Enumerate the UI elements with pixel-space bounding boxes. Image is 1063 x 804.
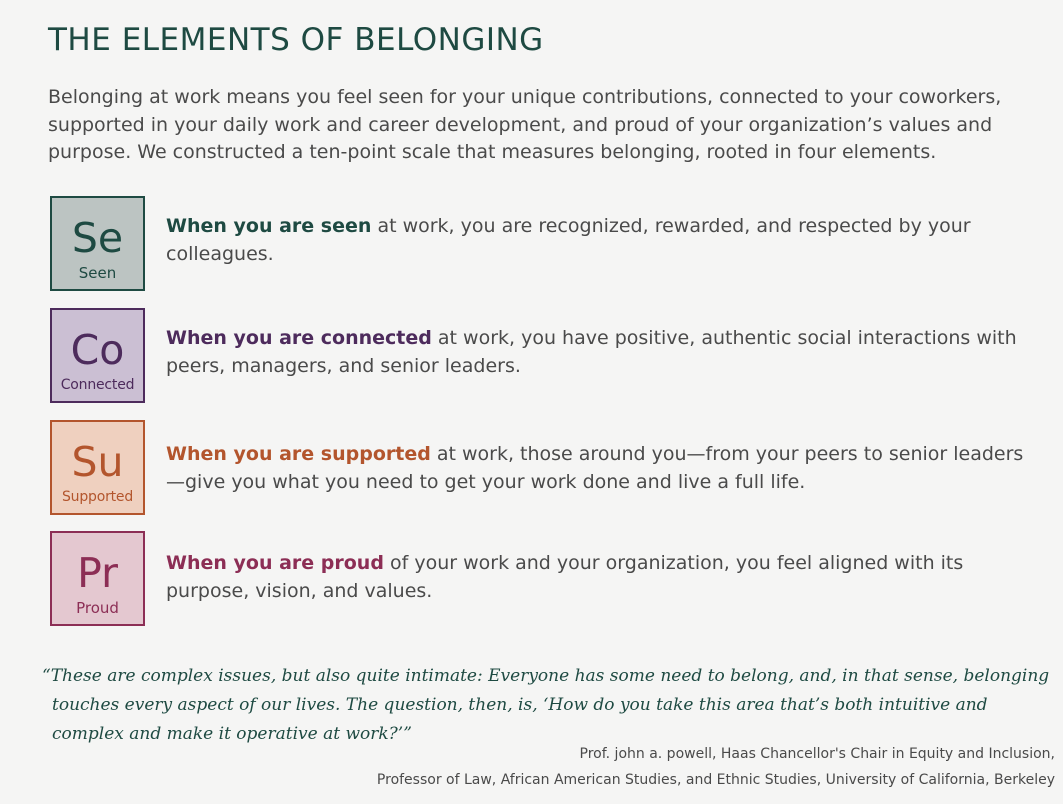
element-tile-proud [50,531,145,626]
element-label: Seen [78,264,117,282]
quote-attribution [377,741,1055,793]
element-label: Proud [76,599,119,617]
element-description [166,324,1026,380]
element-body: at work, those around you—from your peers to senior leaders—give you what you need to get your work done and live a full life. [166,443,1024,493]
element-body: of your work and your organization, you feel aligned with its purpose, vision, and values. [166,552,964,602]
page-title: THE ELEMENTS OF BELONGING [48,22,544,58]
element-label: Connected [60,377,135,393]
element-tile-seen [50,196,145,291]
element-body: at work, you have positive, authentic social interactions with peers, managers, and senior leaders. [166,327,1017,377]
element-connected [50,308,1040,406]
element-proud [50,531,1040,629]
pull-quote: “These are complex issues, but also quite intimate: Everyone has some need to belong, and, in that sense, belonging touches every aspect of our lives. The question, then, is, ‘How do you take this area that’s both intuitive and complex and make it operative at work?’” [42,666,1050,744]
element-description [166,549,1026,605]
element-lead: When you are supported [166,443,431,465]
element-symbol: Se [71,214,124,262]
element-tile-connected [50,308,145,403]
element-description [166,440,1026,496]
element-lead: When you are connected [166,327,432,349]
element-label: Supported [61,489,134,505]
attribution-line-2: Professor of Law, African American Studies, and Ethnic Studies, University of California, Berkeley [376,772,1055,788]
element-symbol: Su [71,438,124,486]
element-tile-supported [50,420,145,515]
element-lead: When you are proud [166,552,384,574]
element-lead: When you are seen [166,215,372,237]
element-seen [50,196,1040,294]
element-description [166,212,1026,268]
element-symbol: Pr [77,549,118,597]
intro-paragraph: Belonging at work means you feel seen for your unique contributions, connected to your coworkers, supported in your daily work and career development, and proud of your organization’s values and purpose. We constructed a ten-point scale that measures belonging, rooted in four elements. [48,86,1002,163]
element-supported [50,420,1040,518]
element-body: at work, you are recognized, rewarded, and respected by your colleagues. [166,215,971,265]
attribution-line-1: Prof. john a. powell, Haas Chancellor's Chair in Equity and Inclusion, [579,746,1055,762]
element-symbol: Co [70,326,125,374]
